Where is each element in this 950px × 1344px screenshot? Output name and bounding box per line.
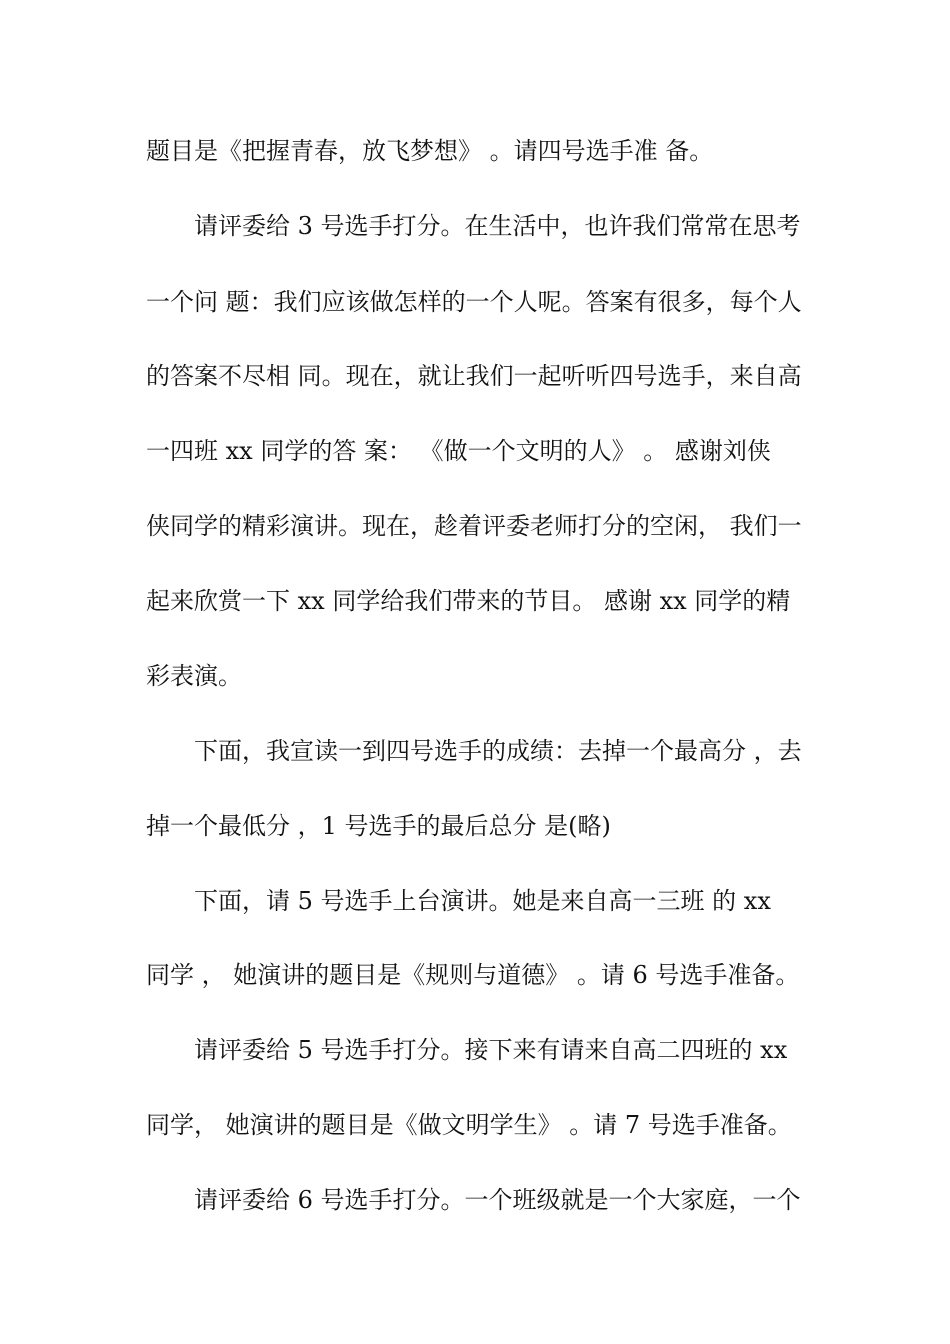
text-line: 请评委给 5 号选手打分。接下来有请来自高二四班的 xx (194, 1036, 788, 1064)
text-line: 同学， 她演讲的题目是《做文明学生》 。请 7 号选手准备。 (146, 1111, 792, 1139)
text-line: 题目是《把握青春，放飞梦想》 。请四号选手准 备。 (146, 137, 714, 165)
text-line: 请评委给 3 号选手打分。在生活中，也许我们常常在思考 (194, 212, 801, 240)
text-line: 的答案不尽相 同。现在，就让我们一起听听四号选手，来自高 (146, 362, 802, 390)
text-line: 下面，我宣读一到四号选手的成绩：去掉一个最高分 ，去 (194, 737, 802, 765)
text-line: 一四班 xx 同学的答 案： 《做一个文明的人》 。 感谢刘侠 (146, 437, 771, 465)
text-line: 同学 ， 她演讲的题目是《规则与道德》 。请 6 号选手准备。 (146, 961, 800, 989)
text-line: 一个问 题：我们应该做怎样的一个人呢。答案有很多，每个人 (146, 288, 802, 316)
text-line: 掉一个最低分 ，1 号选手的最后总分 是(略) (146, 812, 611, 840)
text-line: 彩表演。 (146, 662, 242, 690)
text-line: 下面，请 5 号选手上台演讲。她是来自高一三班 的 xx (194, 887, 771, 915)
text-line: 侠同学的精彩演讲。现在，趁着评委老师打分的空闲， 我们一 (146, 512, 802, 540)
text-line: 请评委给 6 号选手打分。一个班级就是一个大家庭，一个 (194, 1186, 801, 1214)
text-line: 起来欣赏一下 xx 同学给我们带来的节目。 感谢 xx 同学的精 (146, 587, 791, 615)
